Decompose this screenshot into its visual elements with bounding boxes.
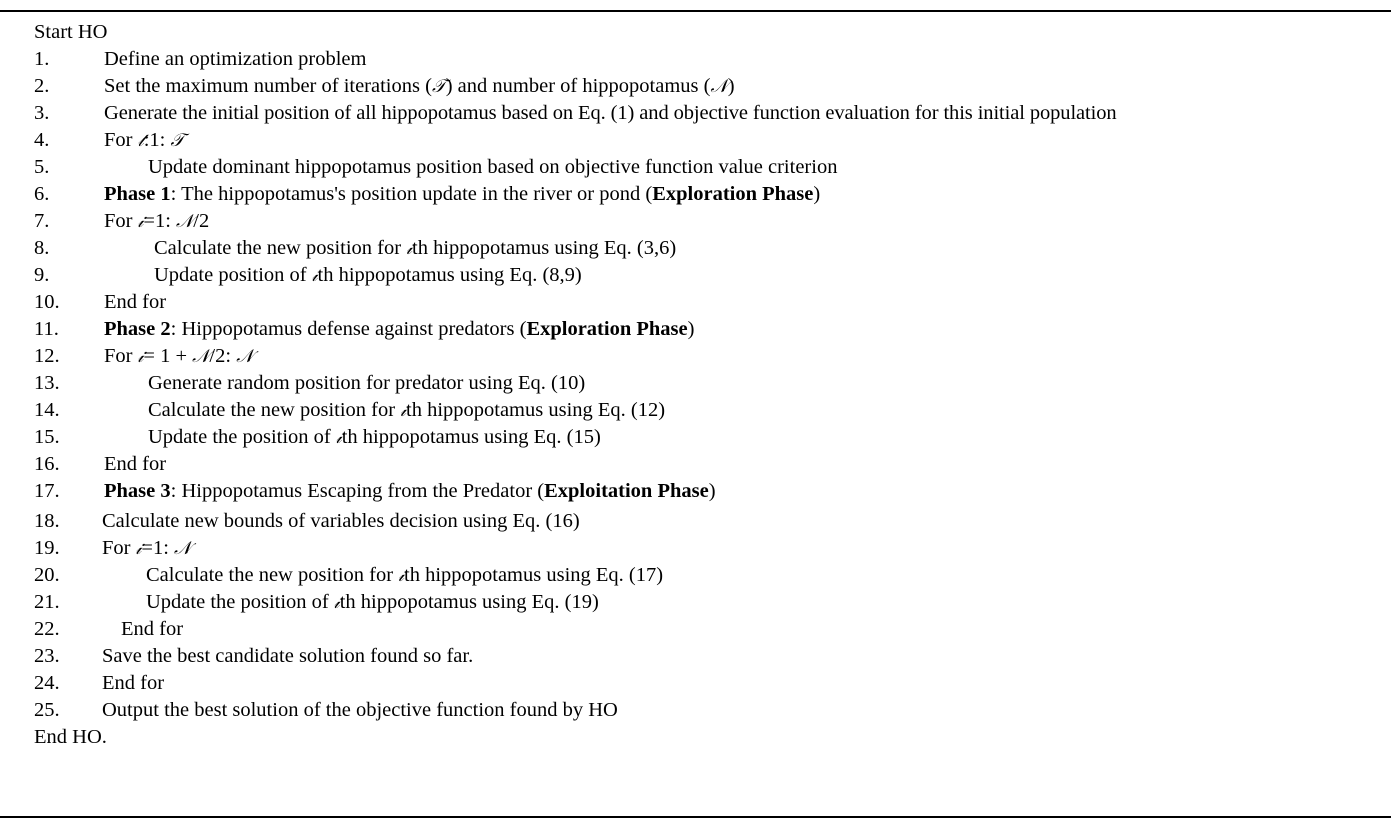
math-symbol-N: 𝒩 — [174, 538, 192, 559]
algorithm-box: Start HO 1. Define an optimization problem 2. Set the maximum number of iterations (𝒯) and number of hippopotamus (𝒩) 3. Generate the initial position of all hippopotamus based on Eq. (1) and objective function evaluation for this initial population 4. For 𝓉:1: 𝒯 5. Update dominant hippopotamus position based on objective function value criterion 6. Phase 1: The hippopotamus's position update in the river or pond (Exploration Phase) 7. For 𝒾=1: 𝒩/2 8. Calculate the new position for 𝒾th hippopotamus using Eq. (3,6) 9. Update position of 𝒾th hippopotamus using Eq. (8,9) 10. End for 11. Phase 2: Hippopotamus defense against predators (Exploration Phase) 12. For 𝒾= 1 + 𝒩/2: 𝒩 13. Generate random position for predator using Eq. (10) 14. Calculate the new position for 𝒾th hippopotamus using Eq. (12) 15. Update the position of 𝒾th hippopotamus using Eq. (15) 16. End for 17. Phase 3: Hippopotamus Escaping from the Predator (Exploitation Phase) 18. Calculate new bounds of variables decision using Eq. (16) 19. For 𝒾=1: 𝒩 20. Calculate the new position for 𝒾th hippopotamus using Eq. (17) 21. Update the position of 𝒾th hippopotamus using Eq. (19) 22. End for 23. Save the best candidate solution found so far. 24. End for 25. Output the best solution of the objective function found by HO End HO. — [0, 10, 1391, 818]
math-symbol-i: 𝒾 — [135, 538, 142, 559]
math-symbol-N: 𝒩 — [192, 346, 210, 367]
math-symbol-i: 𝒾 — [333, 592, 340, 613]
math-symbol-i: 𝒾 — [400, 400, 406, 421]
math-symbol-N: 𝒩 — [236, 346, 254, 367]
math-symbol-i: 𝒾 — [335, 427, 342, 448]
math-symbol-i: 𝒾 — [137, 346, 144, 367]
math-symbol-N: 𝒩 — [710, 76, 728, 97]
math-symbol-T: 𝒯 — [431, 76, 446, 97]
math-symbol-i: 𝒾 — [137, 211, 144, 232]
math-symbol-T: 𝒯 — [170, 130, 185, 151]
math-symbol-i: 𝒾 — [406, 238, 412, 259]
math-symbol-t: 𝓉 — [137, 130, 144, 151]
math-symbol-i: 𝒾 — [398, 565, 404, 586]
math-symbol-i: 𝒾 — [311, 265, 318, 286]
math-symbol-N: 𝒩 — [176, 211, 194, 232]
